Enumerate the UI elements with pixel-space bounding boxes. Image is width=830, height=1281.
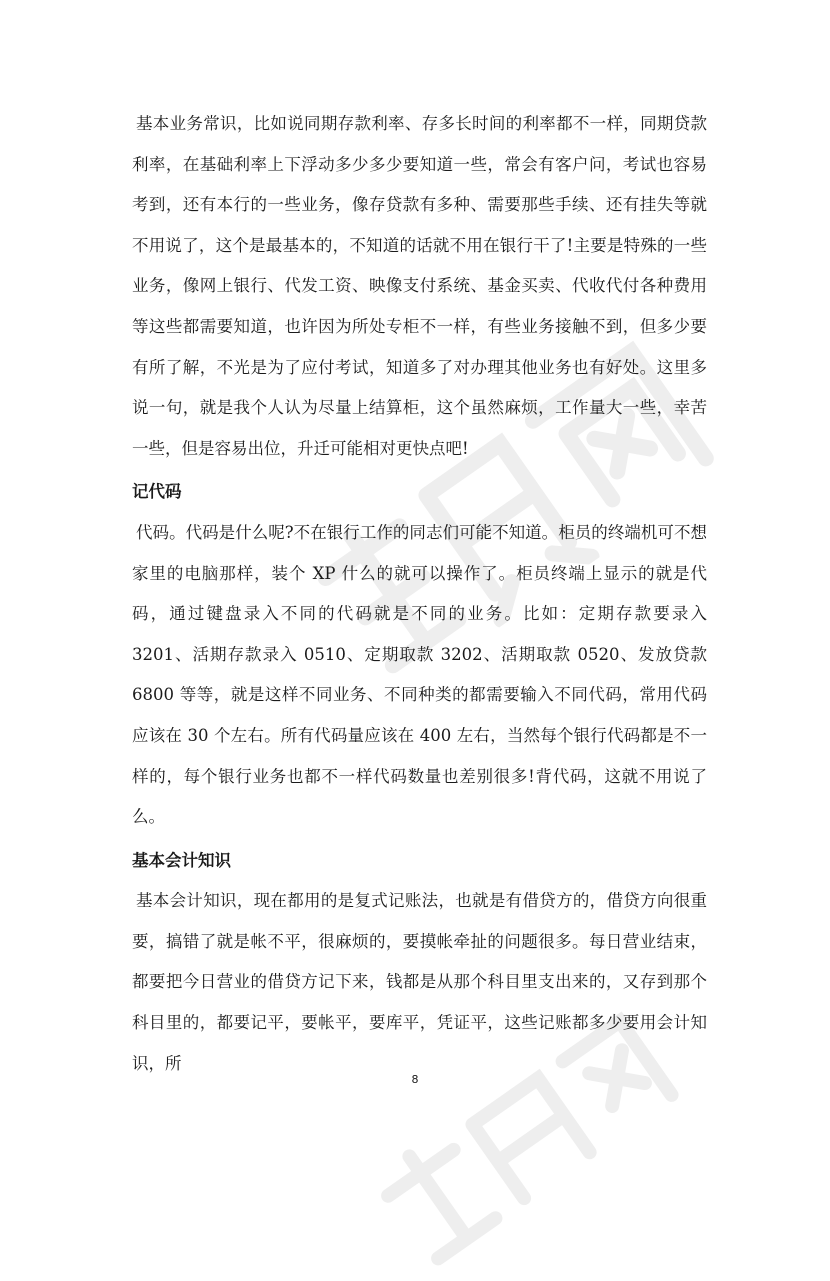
paragraph-accounting: 基本会计知识，现在都用的是复式记账法，也就是有借贷方的，借贷方向很重要，搞错了就是帐不平，很麻烦的，要摸帐牵扯的问题很多。每日营业结束，都要把今日营业的借贷方记下来，钱都是从那个科目里支出来的，又存到那个科目里的，都要记平，要帐平，要库平，凭证平，这些记账都多少要用会计知识，所	[132, 891, 707, 1073]
document-body	[132, 104, 707, 1084]
page-number: 8	[411, 1073, 419, 1086]
paragraph-codes: 代码。代码是什么呢?不在银行工作的同志们可能不知道。柜员的终端机可不想家里的电脑那样，装个 XP 什么的就可以操作了。柜员终端上显示的就是代码，通过键盘录入不同的代码就是不同的业务。比如：定期存款要录入 3201、活期存款录入 0510、定期取款 3202、活期取款 0520、发放贷款 6800 等等，就是这样不同业务、不同种类的都需要输入不同代码，常用代码应该在 30 个左右。所有代码量应该在 400 左右，当然每个银行代码都是不一样的，每个银行业务也都不一样代码数量也差别很多!背代码，这就不用说了么。	[132, 522, 707, 827]
heading-accounting-knowledge: 基本会计知识	[132, 850, 231, 870]
paragraph-business-knowledge: 基本业务常识，比如说同期存款利率、存多长时间的利率都不一样，同期贷款利率，在基础利率上下浮动多少多少要知道一些，常会有客户问，考试也容易考到，还有本行的一些业务，像存贷款有多种、需要那些手续、还有挂失等就不用说了，这个是最基本的，不知道的话就不用在银行干了!主要是特殊的一些业务，像网上银行、代发工资、映像支付系统、基金买卖、代收代付各种费用等这些都需要知道，也许因为所处专柜不一样，有些业务接触不到，但多少要有所了解，不光是为了应付考试，知道多了对办理其他业务也有好处。这里多说一句，就是我个人认为尽量上结算柜，这个虽然麻烦，工作量大一些，幸苦一些，但是容易出位，升迁可能相对更快点吧!	[132, 114, 707, 458]
heading-memorize-codes: 记代码	[132, 482, 182, 502]
